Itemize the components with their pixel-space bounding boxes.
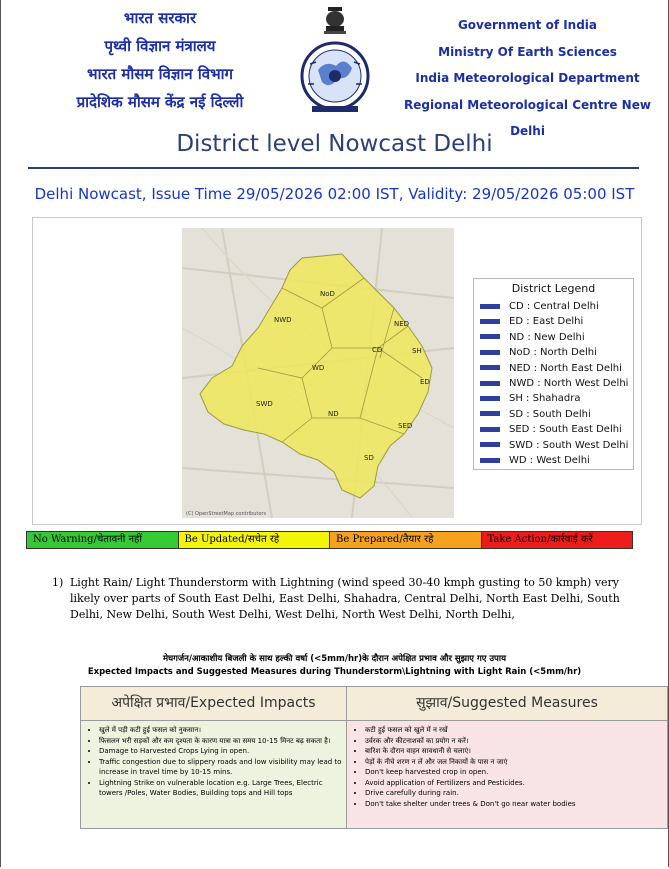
legend-item (480, 424, 622, 435)
legend-item (480, 363, 622, 374)
map-district-label: CD (372, 346, 383, 354)
list-item: • पेड़ों के नीचे शरण न लें और जल निकायों के पास न जाएं (365, 757, 663, 768)
map-district-label: WD (312, 364, 325, 372)
english-org-block (385, 12, 669, 145)
legend-label: NWD : North West Delhi (509, 378, 629, 389)
legend-swatch (480, 458, 500, 463)
map-credit: (C) OpenStreetMap contributors (186, 511, 267, 517)
warning-take-action: Take Action/कार्रवाई करें (482, 532, 633, 548)
hindi-org-line: भारत सरकार (123, 9, 197, 27)
forecast-number: 1) (52, 576, 64, 589)
list-item: • खुले में पड़ी कटी हुई फसल को नुकसान। (99, 725, 342, 736)
legend-swatch (480, 304, 500, 309)
measures-header-cell (347, 687, 667, 721)
legend-swatch (480, 411, 500, 416)
list-item: • Lightning Strike on vulnerable location e.g. Large Trees, Electric towers /Poles, Water Bodies, Building tops and Hill tops (99, 778, 342, 799)
impacts-body-cell (81, 721, 347, 828)
map-district-label: ND (328, 410, 339, 418)
map-district-label: SD (364, 454, 374, 462)
hindi-org-line: पृथ्वी विज्ञान मंत्रालय (104, 37, 216, 55)
legend-title: District Legend (511, 282, 596, 295)
map-district-label: SWD (256, 400, 273, 408)
legend-swatch (480, 334, 500, 339)
map-district-label: ED (420, 378, 430, 386)
legend-swatch (480, 350, 500, 355)
english-org-line: Regional Meteorological Centre New Delhi (404, 97, 651, 138)
list-item: • Drive carefully during rain. (365, 788, 663, 799)
legend-label: SED : South East Delhi (509, 424, 622, 436)
map-district-label: SED (398, 422, 413, 430)
legend-swatch (480, 365, 500, 370)
hindi-org-line: भारत मौसम विज्ञान विभाग (87, 65, 233, 83)
legend-item (480, 409, 591, 420)
legend-item (480, 393, 580, 404)
legend-label: NED : North East Delhi (509, 362, 622, 374)
measures-body-cell (347, 721, 667, 828)
impacts-title-english: Expected Impacts and Suggested Measures during Thunderstorm\Lightning with Light Rain (<5mm/hr) (87, 667, 582, 677)
english-org-line: Ministry Of Earth Sciences (438, 44, 617, 59)
list-item: • Don't take shelter under trees & Don't go near water bodies (365, 799, 663, 810)
legend-label: ND : New Delhi (509, 331, 585, 343)
warning-be-prepared: Be Prepared/तैयार रहे (330, 532, 482, 548)
impacts-header: अपेक्षित प्रभाव/Expected Impacts (111, 695, 316, 711)
list-item: • बारिश के दौरान वाहन सावधानी से चलाएं। (365, 746, 663, 757)
forecast-text: Light Rain/ Light Thunderstorm with Lightning (wind speed 30-40 kmph gusting to 50 kmph) very likely over parts of South East Delhi, East Delhi, Shahadra, Central Delhi, North East Delhi, South Delhi, New Delhi, South West Delhi, West Delhi, North West Delhi, North Delhi, (70, 576, 620, 621)
legend-item (480, 332, 585, 343)
district-legend (473, 278, 634, 470)
list-item: • Traffic congestion due to slippery roads and low visibility may lead to increase in travel time by 10-15 mins. (99, 757, 342, 778)
legend-label: SD : South Delhi (509, 408, 591, 420)
hindi-org-line: प्रादेशिक मौसम केंद्र नई दिल्ली (76, 93, 244, 111)
map-district-label: NoD (320, 290, 335, 298)
english-org-line: India Meteorological Department (415, 71, 640, 85)
english-org-line: Government of India (457, 18, 598, 32)
impacts-measures-table (80, 686, 668, 829)
legend-label: SWD : South West Delhi (509, 439, 629, 451)
warning-level-bar (26, 531, 633, 549)
impacts-title-hindi: मेघगर्जन/आकाशीय बिजली के साथ हल्की वर्षा (<5mm/hr)के दौरान अपेक्षित प्रभाव और सुझाए गए उपाय (162, 654, 507, 664)
list-item: • Avoid application of Fertilizers and Pesticides. (365, 778, 663, 789)
list-item: • उर्वरक और कीटनाशकों का प्रयोग न करें। (365, 736, 663, 747)
legend-item (480, 347, 597, 358)
warning-be-updated: Be Updated/सचेत रहे (179, 532, 331, 548)
legend-swatch (480, 427, 500, 432)
list-item: • कटी हुई फसल को खुले में न रखें (365, 725, 663, 736)
title-divider (28, 167, 639, 169)
measures-header: सुझाव/Suggested Measures (416, 695, 598, 711)
legend-label: NoD : North Delhi (509, 347, 597, 359)
legend-swatch (480, 381, 500, 386)
impacts-header-cell (81, 687, 347, 721)
list-item: • Damage to Harvested Crops Lying in open. (99, 746, 342, 757)
legend-item (480, 316, 583, 327)
impacts-table-title (0, 653, 669, 679)
legend-label: WD : West Delhi (509, 455, 590, 466)
legend-swatch (480, 396, 500, 401)
measures-list (347, 725, 667, 809)
legend-label: SH : Shahadra (509, 393, 581, 405)
warning-no-warning: No Warning/चेतावनी नहीं (27, 532, 179, 548)
impacts-list (81, 725, 346, 799)
map-district-label: NED (394, 320, 410, 328)
legend-item (480, 455, 590, 466)
forecast-paragraph (52, 575, 634, 623)
list-item: • फिसलन भरी सड़कों और कम दृश्यता के कारण यात्रा का समय 10-15 मिनट बढ़ सकता है। (99, 736, 342, 747)
map-district-label: SH (412, 347, 422, 355)
legend-swatch (480, 319, 500, 324)
map-district-label: NWD (274, 316, 292, 324)
legend-label: ED : East Delhi (509, 316, 584, 328)
hindi-org-block (40, 4, 280, 116)
page-title: District level Nowcast Delhi (176, 131, 493, 157)
list-item: • Don't keep harvested crop in open. (365, 767, 663, 778)
issue-validity-line: Delhi Nowcast, Issue Time 29/05/2026 02:00 IST, Validity: 29/05/2026 05:00 IST (34, 185, 635, 203)
legend-item (480, 440, 628, 451)
legend-item (480, 301, 599, 312)
legend-label: CD : Central Delhi (509, 301, 599, 312)
imd-emblem-icon (298, 4, 372, 116)
legend-item (480, 378, 628, 389)
delhi-district-map (182, 228, 454, 518)
legend-swatch (480, 442, 500, 447)
